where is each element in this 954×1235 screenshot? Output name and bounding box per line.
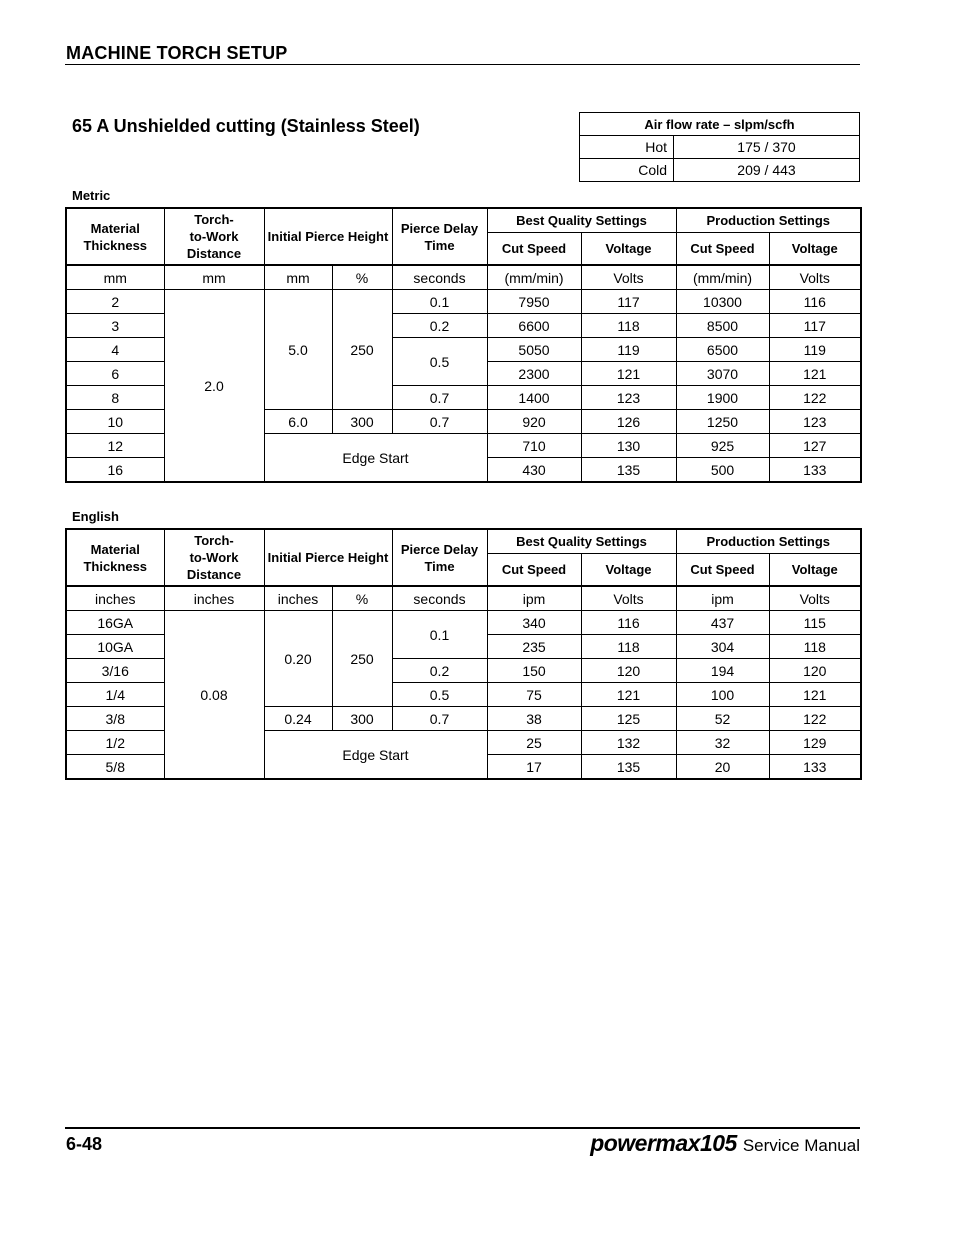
- voltage-cell: 122: [769, 386, 861, 410]
- header-material-thickness: Material Thickness: [66, 529, 164, 586]
- unit-cell: inches: [264, 586, 332, 611]
- cut-speed-cell: 17: [487, 755, 581, 780]
- header-pierce-delay-time: Pierce Delay Time: [392, 529, 487, 586]
- cut-speed-cell: 75: [487, 683, 581, 707]
- voltage-cell: 122: [769, 707, 861, 731]
- cut-speed-cell: 194: [676, 659, 769, 683]
- edge-start-cell: Edge Start: [264, 731, 487, 780]
- voltage-cell: 120: [769, 659, 861, 683]
- units-row: [66, 265, 861, 290]
- unit-cell: mm: [264, 265, 332, 290]
- cut-speed-cell: 10300: [676, 290, 769, 314]
- voltage-cell: 121: [769, 362, 861, 386]
- table-row: [66, 290, 861, 314]
- air-flow-row: [580, 159, 860, 182]
- unit-cell: inches: [164, 586, 264, 611]
- cut-speed-cell: 52: [676, 707, 769, 731]
- cut-speed-cell: 710: [487, 434, 581, 458]
- brand-logo: powermax105: [590, 1130, 737, 1156]
- cut-speed-cell: 437: [676, 611, 769, 635]
- voltage-cell: 126: [581, 410, 676, 434]
- voltage-cell: 123: [769, 410, 861, 434]
- voltage-cell: 121: [581, 683, 676, 707]
- air-flow-label: Cold: [580, 159, 674, 182]
- table-row: [66, 611, 861, 635]
- unit-cell: Volts: [581, 586, 676, 611]
- delay-cell: 0.5: [392, 338, 487, 386]
- pierce-height-cell: 0.24: [264, 707, 332, 731]
- unit-cell: (mm/min): [487, 265, 581, 290]
- voltage-cell: 117: [581, 290, 676, 314]
- pierce-pct-cell: 300: [332, 410, 392, 434]
- voltage-cell: 135: [581, 755, 676, 780]
- pierce-pct-cell: 250: [332, 290, 392, 410]
- unit-cell: seconds: [392, 265, 487, 290]
- voltage-cell: 123: [581, 386, 676, 410]
- voltage-cell: 130: [581, 434, 676, 458]
- unit-cell: ipm: [487, 586, 581, 611]
- edge-start-cell: Edge Start: [264, 434, 487, 483]
- cut-speed-cell: 6600: [487, 314, 581, 338]
- voltage-cell: 116: [769, 290, 861, 314]
- metric-label: Metric: [72, 188, 111, 203]
- unit-cell: Volts: [769, 586, 861, 611]
- cut-speed-cell: 32: [676, 731, 769, 755]
- thickness-cell: 16: [66, 458, 164, 483]
- pierce-pct-cell: 300: [332, 707, 392, 731]
- thickness-cell: 2: [66, 290, 164, 314]
- delay-cell: 0.7: [392, 707, 487, 731]
- delay-cell: 0.1: [392, 290, 487, 314]
- cut-speed-cell: 430: [487, 458, 581, 483]
- bottom-rule: [65, 1127, 860, 1129]
- header-best-quality: Best Quality Settings: [487, 208, 676, 232]
- cut-speed-cell: 925: [676, 434, 769, 458]
- thickness-cell: 1/2: [66, 731, 164, 755]
- unit-cell: inches: [66, 586, 164, 611]
- thickness-cell: 8: [66, 386, 164, 410]
- header-voltage: Voltage: [581, 232, 676, 265]
- voltage-cell: 116: [581, 611, 676, 635]
- footer-doc-title: [590, 1130, 860, 1157]
- thickness-cell: 4: [66, 338, 164, 362]
- unit-cell: Volts: [581, 265, 676, 290]
- delay-cell: 0.2: [392, 659, 487, 683]
- cut-speed-cell: 304: [676, 635, 769, 659]
- unit-cell: mm: [66, 265, 164, 290]
- delay-cell: 0.1: [392, 611, 487, 659]
- cut-speed-cell: 25: [487, 731, 581, 755]
- section-header: MACHINE TORCH SETUP: [66, 43, 288, 63]
- voltage-cell: 115: [769, 611, 861, 635]
- top-rule: [65, 64, 860, 65]
- metric-table: [65, 207, 862, 483]
- header-initial-pierce-height: Initial Pierce Height: [264, 529, 392, 586]
- cut-speed-cell: 1400: [487, 386, 581, 410]
- pierce-height-cell: 5.0: [264, 290, 332, 410]
- doc-name: Service Manual: [742, 1136, 860, 1155]
- thickness-cell: 10: [66, 410, 164, 434]
- thickness-cell: 16GA: [66, 611, 164, 635]
- pierce-height-cell: 6.0: [264, 410, 332, 434]
- header-cut-speed: Cut Speed: [676, 232, 769, 265]
- air-flow-table: [579, 112, 860, 182]
- delay-cell: 0.7: [392, 386, 487, 410]
- header-voltage: Voltage: [769, 232, 861, 265]
- unit-cell: ipm: [676, 586, 769, 611]
- thickness-cell: 3: [66, 314, 164, 338]
- voltage-cell: 121: [581, 362, 676, 386]
- thickness-cell: 6: [66, 362, 164, 386]
- thickness-cell: 1/4: [66, 683, 164, 707]
- voltage-cell: 117: [769, 314, 861, 338]
- thickness-cell: 12: [66, 434, 164, 458]
- cut-speed-cell: 1250: [676, 410, 769, 434]
- cut-speed-cell: 38: [487, 707, 581, 731]
- cut-speed-cell: 7950: [487, 290, 581, 314]
- pierce-height-cell: 0.20: [264, 611, 332, 707]
- thickness-cell: 10GA: [66, 635, 164, 659]
- voltage-cell: 119: [769, 338, 861, 362]
- cut-speed-cell: 340: [487, 611, 581, 635]
- cut-speed-cell: 2300: [487, 362, 581, 386]
- header-pierce-delay-time: Pierce Delay Time: [392, 208, 487, 265]
- voltage-cell: 135: [581, 458, 676, 483]
- cut-speed-cell: 8500: [676, 314, 769, 338]
- page-title: 65 A Unshielded cutting (Stainless Steel): [72, 116, 420, 136]
- delay-cell: 0.2: [392, 314, 487, 338]
- air-flow-label: Hot: [580, 136, 674, 159]
- header-best-quality: Best Quality Settings: [487, 529, 676, 553]
- cut-speed-cell: 5050: [487, 338, 581, 362]
- cut-speed-cell: 100: [676, 683, 769, 707]
- voltage-cell: 129: [769, 731, 861, 755]
- unit-cell: mm: [164, 265, 264, 290]
- air-flow-value: 175 / 370: [674, 136, 860, 159]
- cut-speed-cell: 920: [487, 410, 581, 434]
- air-flow-heading: Air flow rate – slpm/scfh: [580, 113, 860, 136]
- air-flow-row: [580, 136, 860, 159]
- delay-cell: 0.7: [392, 410, 487, 434]
- header-production: Production Settings: [676, 529, 861, 553]
- thickness-cell: 5/8: [66, 755, 164, 780]
- english-table: [65, 528, 862, 780]
- header-cut-speed: Cut Speed: [676, 553, 769, 586]
- units-row: [66, 586, 861, 611]
- unit-cell: (mm/min): [676, 265, 769, 290]
- header-cut-speed: Cut Speed: [487, 232, 581, 265]
- header-voltage: Voltage: [581, 553, 676, 586]
- header-material-thickness: Material Thickness: [66, 208, 164, 265]
- unit-cell: Volts: [769, 265, 861, 290]
- header-cut-speed: Cut Speed: [487, 553, 581, 586]
- unit-cell: seconds: [392, 586, 487, 611]
- thickness-cell: 3/8: [66, 707, 164, 731]
- cut-speed-cell: 6500: [676, 338, 769, 362]
- torch-distance-cell: 2.0: [164, 290, 264, 483]
- voltage-cell: 127: [769, 434, 861, 458]
- voltage-cell: 133: [769, 755, 861, 780]
- header-torch-distance: Torch- to-Work Distance: [164, 529, 264, 586]
- unit-cell: %: [332, 586, 392, 611]
- pierce-pct-cell: 250: [332, 611, 392, 707]
- cut-speed-cell: 150: [487, 659, 581, 683]
- cut-speed-cell: 1900: [676, 386, 769, 410]
- voltage-cell: 121: [769, 683, 861, 707]
- voltage-cell: 120: [581, 659, 676, 683]
- delay-cell: 0.5: [392, 683, 487, 707]
- english-label: English: [72, 509, 119, 524]
- header-torch-distance: Torch- to-Work Distance: [164, 208, 264, 265]
- thickness-cell: 3/16: [66, 659, 164, 683]
- unit-cell: %: [332, 265, 392, 290]
- voltage-cell: 118: [581, 314, 676, 338]
- page-number: 6-48: [66, 1134, 103, 1154]
- voltage-cell: 119: [581, 338, 676, 362]
- voltage-cell: 118: [769, 635, 861, 659]
- header-initial-pierce-height: Initial Pierce Height: [264, 208, 392, 265]
- header-voltage: Voltage: [769, 553, 861, 586]
- cut-speed-cell: 3070: [676, 362, 769, 386]
- voltage-cell: 132: [581, 731, 676, 755]
- voltage-cell: 125: [581, 707, 676, 731]
- header-production: Production Settings: [676, 208, 861, 232]
- air-flow-value: 209 / 443: [674, 159, 860, 182]
- cut-speed-cell: 20: [676, 755, 769, 780]
- torch-distance-cell: 0.08: [164, 611, 264, 780]
- cut-speed-cell: 235: [487, 635, 581, 659]
- voltage-cell: 133: [769, 458, 861, 483]
- cut-speed-cell: 500: [676, 458, 769, 483]
- voltage-cell: 118: [581, 635, 676, 659]
